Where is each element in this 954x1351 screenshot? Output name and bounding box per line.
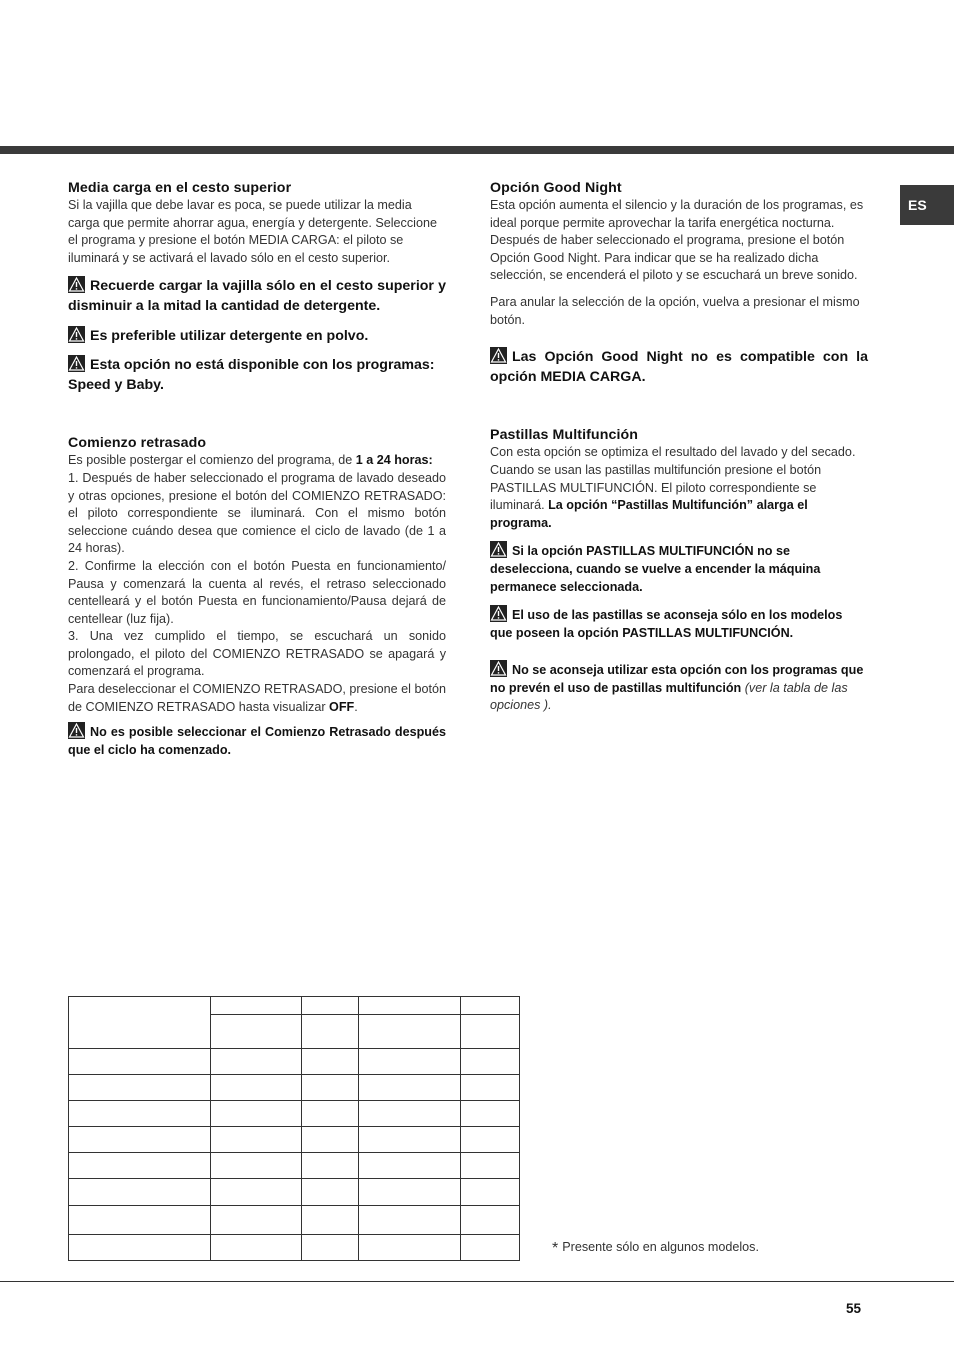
section-body-2: [490, 462, 868, 532]
table-row: [69, 1127, 520, 1153]
table-cell: [461, 1206, 520, 1235]
table-cell: [211, 1235, 302, 1261]
table-cell: [359, 1235, 461, 1261]
warning-text: No se aconseja utilizar esta opción con los programas que no prevén el uso de pastillas multifunción: [490, 663, 864, 695]
step-2: 2. Confirme la elección con el botón Puesta en funcionamiento/ Pausa y comenzará la cuenta al revés, el retraso seleccionado centelleará y el botón Puesta en funcionamiento/Pausa dejará de centellear (luz fija).: [68, 558, 446, 626]
table-row: [69, 1075, 520, 1101]
step-3: 3. Una vez cumplido el tiempo, se escuchará un sonido prolongado, el piloto del COMIENZO RETRASADO se apagará y comenzará el programa.: [68, 629, 446, 679]
table-cell: [461, 997, 520, 1015]
right-column: [490, 180, 868, 715]
table-row: [69, 997, 520, 1015]
warning-note: [490, 605, 868, 642]
table-cell: [359, 997, 461, 1015]
table-cell: [69, 1153, 211, 1179]
deselect-text: Para deseleccionar el COMIENZO RETRASADO, presione el botón de COMIENZO RETRASADO hasta visualizar: [68, 682, 446, 714]
deselect-instructions: [68, 681, 446, 716]
table-cell: [461, 1075, 520, 1101]
table-row: [69, 1179, 520, 1206]
warning-triangle-icon: [490, 541, 507, 558]
language-tab: ES: [900, 185, 954, 225]
table-cell: [69, 1075, 211, 1101]
header-bar: [0, 146, 954, 154]
section-pastillas: [490, 427, 868, 715]
table-cell: [69, 1049, 211, 1075]
footnote-star: *: [552, 1240, 559, 1257]
warning-note: [490, 541, 868, 596]
table-cell: [69, 1127, 211, 1153]
table-cell: [211, 1206, 302, 1235]
table-cell: [461, 1235, 520, 1261]
table-cell: [302, 1206, 359, 1235]
table-row: [69, 1049, 520, 1075]
warning-text: Si la opción PASTILLAS MULTIFUNCIÓN no se deselecciona, cuando se vuelve a encender la máquina permanece seleccionada.: [490, 544, 821, 594]
table-cell: [359, 1015, 461, 1049]
warning-note: [490, 660, 868, 715]
table-cell: [302, 1101, 359, 1127]
body-text: Cuando se usan las pastillas multifunción presione el botón PASTILLAS MULTIFUNCIÓN. El piloto correspondiente se iluminará.: [490, 462, 822, 513]
page-number: 55: [846, 1301, 862, 1316]
deselect-bold: OFF: [329, 699, 355, 714]
warning-text: Recuerde cargar la vajilla sólo en el cesto superior y disminuir a la mitad la cantidad de detergente.: [68, 278, 446, 314]
warning-text: Esta opción no está disponible con los programas: Speed y Baby.: [68, 357, 435, 393]
table-cell: [302, 997, 359, 1015]
table-cell: [461, 1049, 520, 1075]
table-cell: [461, 1127, 520, 1153]
table-cell: [211, 997, 302, 1015]
table-row: [69, 1206, 520, 1235]
table-cell: [211, 1015, 302, 1049]
table-cell: [302, 1153, 359, 1179]
table-cell: [69, 1101, 211, 1127]
section-good-night: [490, 180, 868, 387]
table-row: [69, 1235, 520, 1261]
table-cell: [211, 1075, 302, 1101]
table-cell: [359, 1075, 461, 1101]
warning-italic: (ver la tabla de las opciones ).: [490, 680, 848, 713]
table-cell: [359, 1206, 461, 1235]
warning-triangle-icon: [68, 722, 85, 739]
section-body: Esta opción aumenta el silencio y la duración de los programas, es ideal porque permite aprovechar la tarifa energética nocturna.: [490, 198, 864, 230]
section-intro: [68, 452, 446, 470]
warning-text: Las Opción Good Night no es compatible con la opción MEDIA CARGA.: [490, 349, 868, 385]
table-cell: [69, 997, 211, 1049]
table-cell: [359, 1049, 461, 1075]
table-cell: [461, 1015, 520, 1049]
table-cell: [461, 1153, 520, 1179]
table-cell: [302, 1049, 359, 1075]
table-cell: [211, 1153, 302, 1179]
table-cell: [302, 1179, 359, 1206]
step-1: 1. Después de haber seleccionado el programa de lavado deseado y otras opciones, presione el botón del COMIENZO RETRASADO: el piloto correspondiente se iluminará. Con el mismo botón seleccione cuándo desea que comience el ciclo de lavado (de 1 a 24 horas).: [68, 470, 446, 556]
table-cell: [302, 1075, 359, 1101]
table-cell: [211, 1179, 302, 1206]
warning-note: [490, 347, 868, 387]
table-cell: [302, 1127, 359, 1153]
table-cell: [69, 1235, 211, 1261]
warning-note: [68, 326, 446, 347]
footer-rule: [0, 1281, 954, 1282]
table-cell: [359, 1127, 461, 1153]
warning-text: El uso de las pastillas se aconseja sólo en los modelos que poseen la opción PASTILLAS MULTIFUNCIÓN.: [490, 608, 843, 640]
warning-triangle-icon: [490, 347, 507, 364]
options-table: [68, 996, 520, 1261]
intro-bold: 1 a 24 horas:: [355, 453, 433, 468]
section-title: Opción Good Night: [490, 180, 622, 196]
table-row: [69, 1101, 520, 1127]
section-title: Comienzo retrasado: [68, 435, 207, 452]
table-cell: [461, 1101, 520, 1127]
warning-text: Es preferible utilizar detergente en polvo.: [90, 327, 369, 344]
warning-note: [68, 722, 446, 759]
section-media-carga: [68, 180, 446, 395]
body-bold: La opción “Pastillas Multifunción” alarga el programa.: [490, 498, 808, 530]
intro-text: Es posible postergar el comienzo del programa, de: [68, 453, 353, 468]
section-title: Media carga en el cesto superior: [68, 180, 292, 196]
table-cell: [302, 1015, 359, 1049]
table-cell: [461, 1179, 520, 1206]
warning-note: [68, 355, 446, 395]
table-cell: [359, 1101, 461, 1127]
footnote-text: Presente sólo en algunos modelos.: [562, 1240, 759, 1254]
section-body-2: Después de haber seleccionado el programa, presione el botón Opción Good Night. Para indicar que se ha realizado dicha selección, se encenderá el piloto y se escuchará un breve sonido.: [490, 233, 858, 283]
table-cell: [69, 1206, 211, 1235]
table-cell: [69, 1179, 211, 1206]
warning-text: No es posible seleccionar el Comienzo Retrasado después que el ciclo ha comenzado.: [68, 725, 446, 757]
section-body-3: Para anular la selección de la opción, vuelva a presionar el mismo botón.: [490, 294, 860, 327]
section-title: Pastillas Multifunción: [490, 427, 639, 444]
table-cell: [211, 1101, 302, 1127]
warning-note: [68, 276, 446, 316]
warning-triangle-icon: [68, 276, 85, 293]
table-row: [69, 1153, 520, 1179]
warning-triangle-icon: [490, 605, 507, 622]
section-comienzo-retrasado: [68, 435, 446, 759]
table-cell: [211, 1049, 302, 1075]
table-cell: [211, 1127, 302, 1153]
table-cell: [302, 1235, 359, 1261]
warning-triangle-icon: [68, 326, 85, 343]
table-cell: [359, 1153, 461, 1179]
section-body: Si la vajilla que debe lavar es poca, se puede utilizar la media carga que permite ahorrar agua, energía y detergente. Seleccione el programa y presione el botón MEDIA CARGA: el piloto se iluminará y se activará el lavado sólo en el cesto superior.: [68, 198, 437, 265]
section-body: Con esta opción se optimiza el resultado del lavado y del secado.: [490, 445, 856, 460]
deselect-end: .: [354, 699, 358, 714]
footnote: [552, 1240, 759, 1258]
left-column: [68, 180, 446, 759]
warning-triangle-icon: [490, 660, 507, 677]
table-cell: [359, 1179, 461, 1206]
warning-triangle-icon: [68, 355, 85, 372]
